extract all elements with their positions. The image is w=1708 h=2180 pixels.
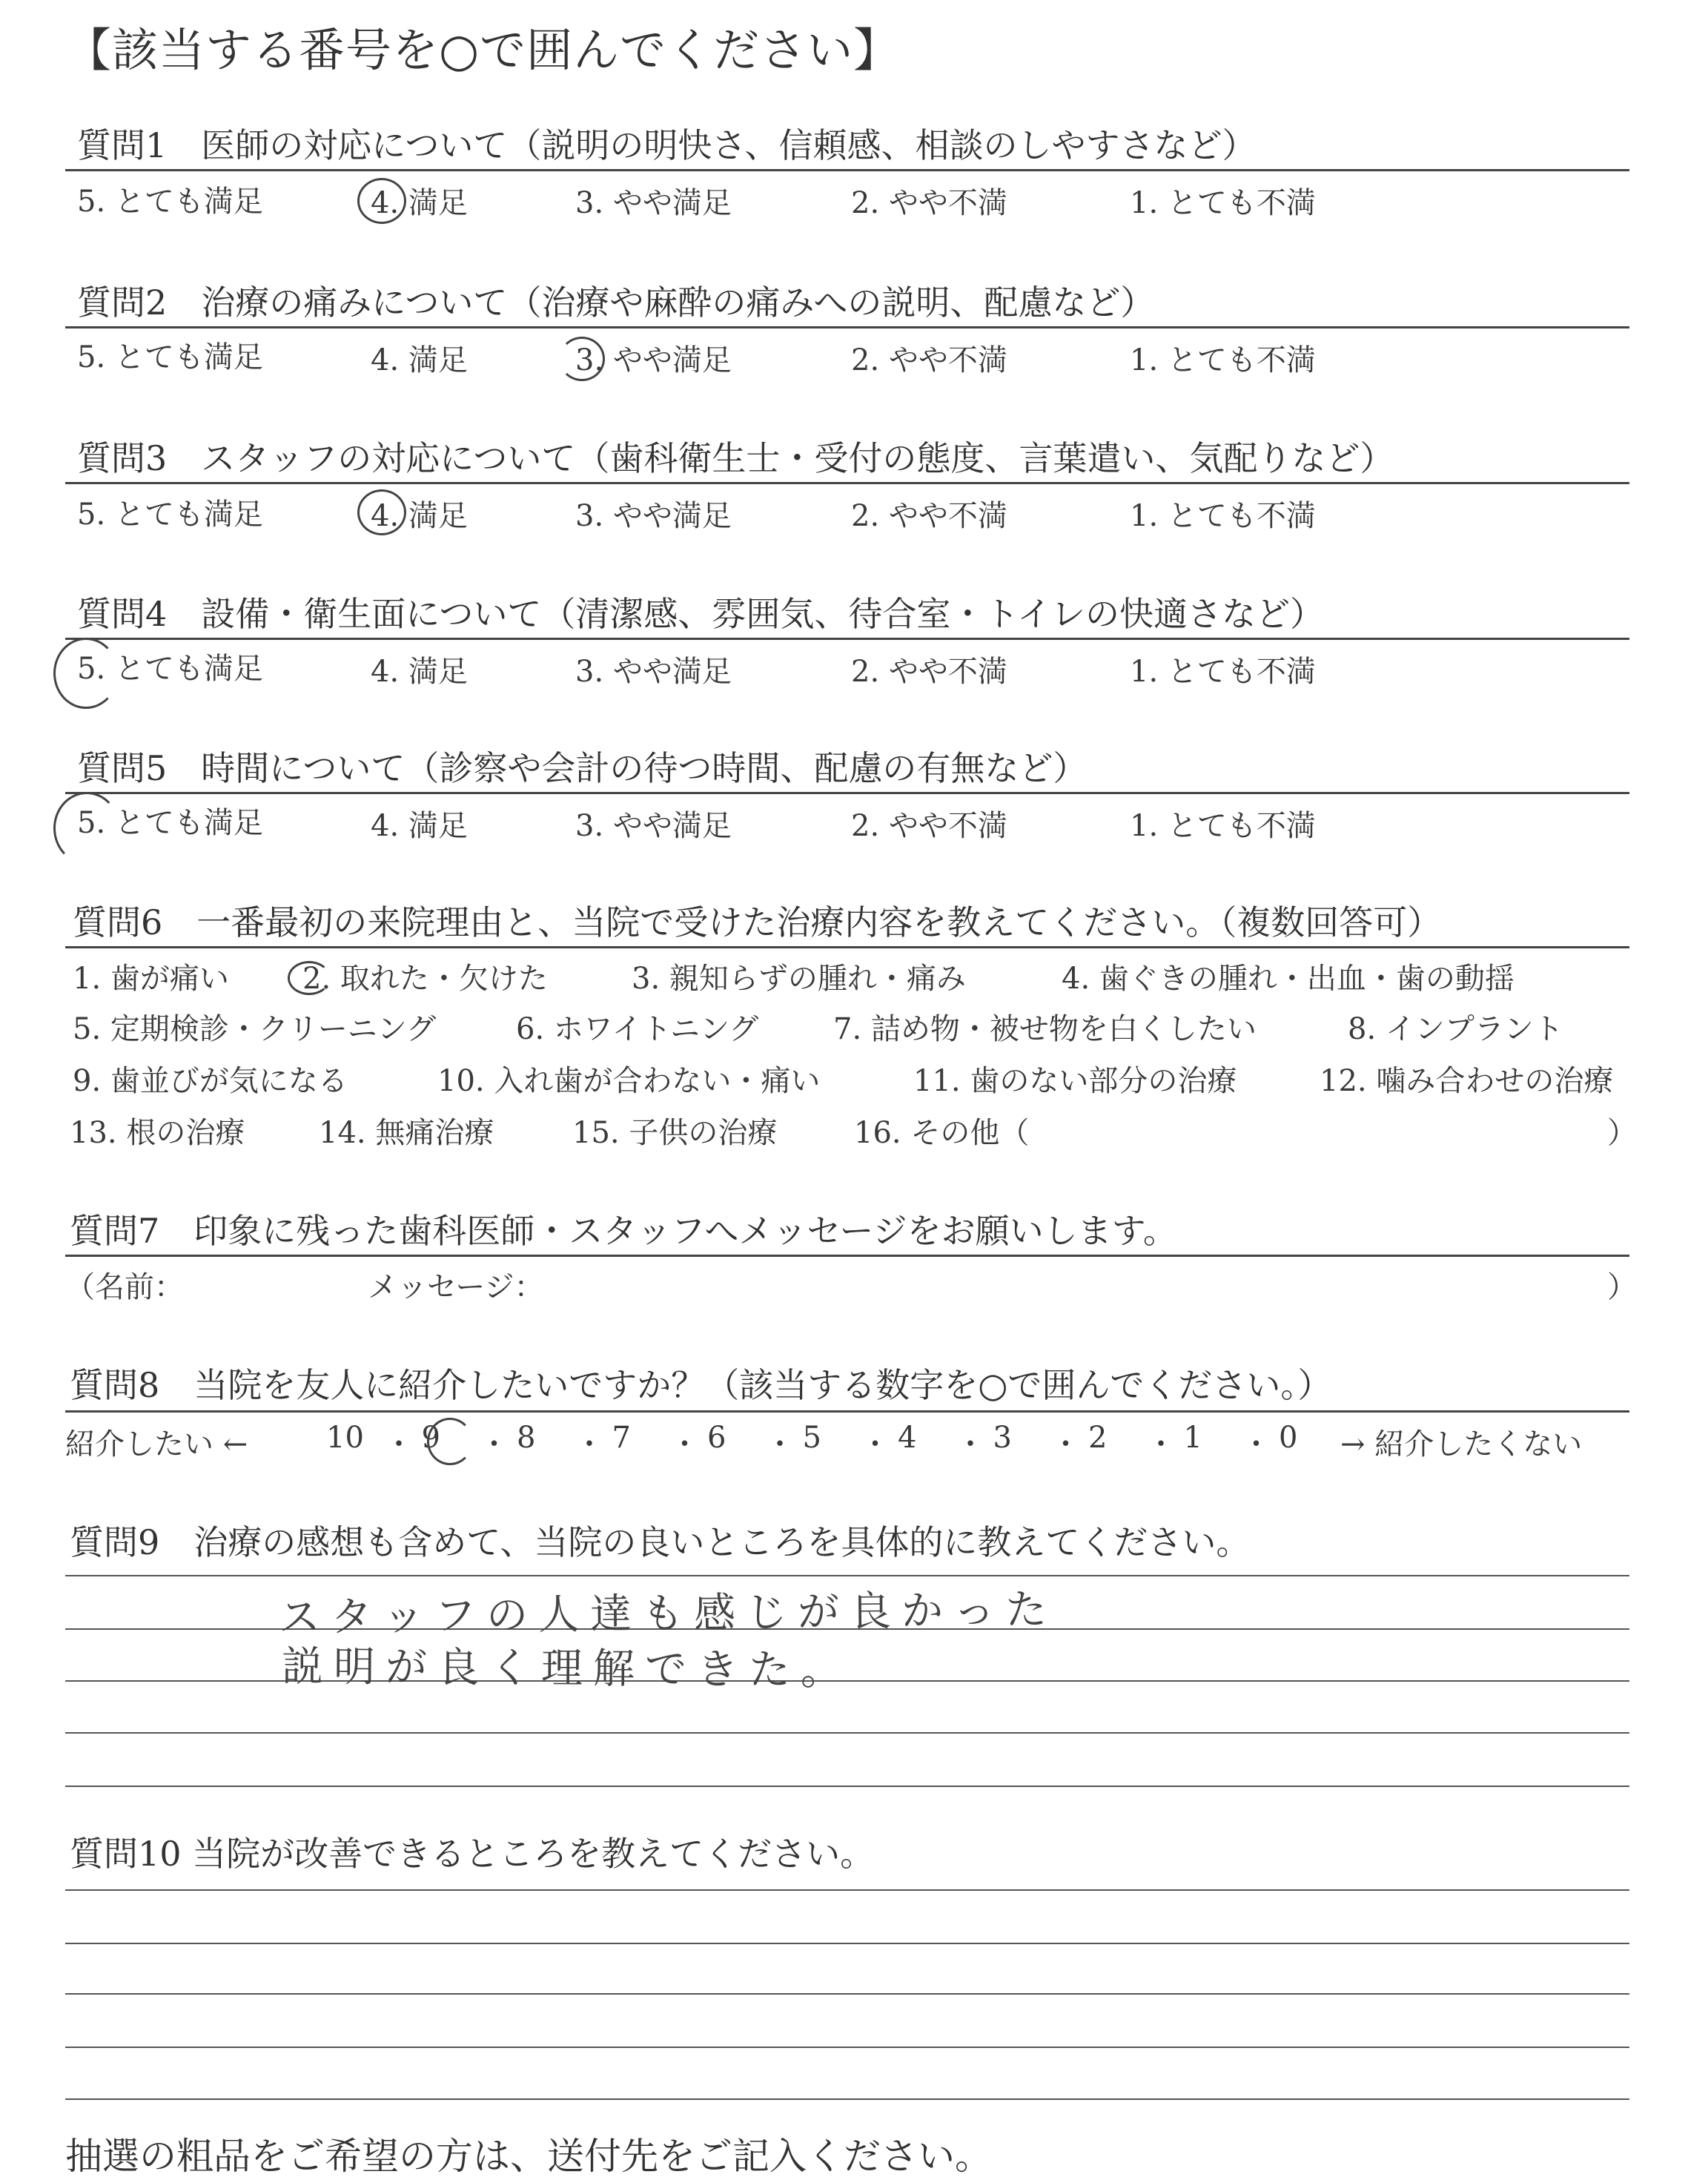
q7-message-label: メッセージ：: [368, 1270, 544, 1304]
q8-scale-2[interactable]: 2: [1088, 1421, 1108, 1455]
question-7-title: 質問7 印象に残った歯科医師・スタッフへメッセージをお願いします。: [70, 1211, 1177, 1251]
form-header: 【該当する番号を○で囲んでください】: [65, 23, 901, 77]
q8-scale-dot: ・: [575, 1427, 604, 1461]
q9-handwritten-line-2: 説明が良く理解できた。: [281, 1642, 853, 1695]
q6-option-7[interactable]: 7. 詰め物・被せ物を白くしたい: [833, 1012, 1257, 1046]
q6-option-3[interactable]: 3. 親知らずの腫れ・痛み: [632, 962, 966, 996]
q8-scale-9[interactable]: 9: [421, 1421, 440, 1455]
q8-selection-circle: [427, 1418, 473, 1465]
q5-option-2[interactable]: 2. やや不満: [851, 809, 1007, 843]
question-1-rule: [65, 169, 1629, 171]
question-3-title: 質問3 スタッフの対応について（歯科衛生士・受付の態度、言葉遣い、気配りなど）: [77, 438, 1394, 478]
footer-note: 抽選の粗品をご希望の方は、送付先をご記入ください。: [65, 2135, 992, 2178]
q8-scale-10[interactable]: 10: [326, 1421, 364, 1455]
q7-name-label: （名前：: [65, 1270, 184, 1304]
q4-selection-circle: [53, 638, 119, 709]
q3-option-3[interactable]: 3. やや満足: [575, 499, 732, 533]
q6-selection-circle: [288, 961, 331, 995]
q8-scale-7[interactable]: 7: [612, 1421, 631, 1455]
q1-option-4[interactable]: 4. 満足: [371, 186, 468, 220]
q8-scale-5[interactable]: 5: [802, 1421, 821, 1455]
q8-scale-dot: ・: [1241, 1427, 1271, 1461]
question-8-title: 質問8 当院を友人に紹介したいですか？（該当する数字を○で囲んでください。）: [70, 1365, 1332, 1405]
q8-scale-dot: ・: [669, 1427, 700, 1461]
question-3-rule: [65, 482, 1629, 484]
q8-scale-dot: ・: [384, 1427, 414, 1461]
q6-option-8[interactable]: 8. インプラント: [1348, 1012, 1563, 1046]
q5-option-3[interactable]: 3. やや満足: [575, 809, 732, 843]
q5-option-4[interactable]: 4. 満足: [371, 809, 468, 843]
q10-line-5: [65, 2098, 1629, 2100]
q8-scale-dot: ・: [956, 1427, 985, 1461]
q7-close: ）: [1607, 1270, 1637, 1304]
q8-scale-1[interactable]: 1: [1183, 1421, 1202, 1455]
q3-option-1[interactable]: 1. とても不満: [1130, 499, 1316, 533]
q6-option-6[interactable]: 6. ホワイトニング: [516, 1012, 759, 1046]
q8-scale-8[interactable]: 8: [517, 1421, 536, 1455]
q6-option-9[interactable]: 9. 歯並びが気になる: [73, 1064, 348, 1098]
question-9-title: 質問9 治療の感想も含めて、当院の良いところを具体的に教えてください。: [70, 1522, 1251, 1562]
q1-option-3[interactable]: 3. やや満足: [575, 186, 732, 220]
q8-scale-dot: ・: [479, 1427, 509, 1461]
q8-scale-dot: ・: [860, 1427, 890, 1461]
q2-option-2[interactable]: 2. やや不満: [851, 343, 1007, 377]
question-2-rule: [65, 326, 1629, 328]
q10-line-2: [65, 1943, 1629, 1944]
q1-option-1[interactable]: 1. とても不満: [1130, 186, 1316, 220]
q9-line-5: [65, 1786, 1629, 1787]
q1-selection-circle: [357, 178, 406, 224]
q1-option-2[interactable]: 2. やや不満: [851, 186, 1007, 220]
q5-option-1[interactable]: 1. とても不満: [1130, 809, 1316, 843]
question-7-rule: [65, 1255, 1629, 1257]
question-2-title: 質問2 治療の痛みについて（治療や麻酔の痛みへの説明、配慮など）: [77, 283, 1155, 323]
question-5-title: 質問5 時間について（診察や会計の待つ時間、配慮の有無など）: [77, 748, 1088, 788]
question-4-rule: [65, 638, 1629, 640]
q6-other-close: ）: [1607, 1116, 1637, 1150]
q5-option-5[interactable]: 5. とても満足: [77, 806, 263, 840]
q6-option-5[interactable]: 5. 定期検診・クリーニング: [73, 1012, 437, 1046]
q8-right-label: → 紹介したくない: [1340, 1427, 1583, 1461]
q9-line-1: [65, 1575, 1629, 1576]
question-4-title: 質問4 設備・衛生面について（清潔感、雰囲気、待合室・トイレの快適さなど）: [77, 594, 1325, 634]
q4-option-1[interactable]: 1. とても不満: [1130, 655, 1316, 689]
q2-option-5[interactable]: 5. とても満足: [77, 340, 263, 374]
q3-option-5[interactable]: 5. とても満足: [77, 498, 263, 532]
q6-option-14[interactable]: 14. 無痛治療: [319, 1116, 494, 1150]
q8-scale-4[interactable]: 4: [898, 1421, 917, 1455]
q9-line-4: [65, 1732, 1629, 1734]
q8-scale-dot: ・: [1050, 1427, 1081, 1461]
q8-scale-6[interactable]: 6: [707, 1421, 726, 1455]
q2-option-3[interactable]: 3. やや満足: [575, 343, 732, 377]
q6-option-13[interactable]: 13. 根の治療: [70, 1116, 245, 1150]
q6-option-1[interactable]: 1. 歯が痛い: [73, 962, 229, 996]
q8-left-label: 紹介したい ←: [65, 1427, 248, 1461]
q1-option-5[interactable]: 5. とても満足: [77, 185, 263, 219]
question-6-rule: [65, 946, 1629, 948]
q8-scale-3[interactable]: 3: [993, 1421, 1012, 1455]
q3-option-2[interactable]: 2. やや不満: [851, 499, 1007, 533]
q4-option-4[interactable]: 4. 満足: [371, 655, 468, 689]
q4-option-3[interactable]: 3. やや満足: [575, 655, 732, 689]
q3-selection-circle: [357, 489, 406, 535]
q6-option-15[interactable]: 15. 子供の治療: [572, 1116, 778, 1150]
question-6-title: 質問6 一番最初の来院理由と、当院で受けた治療内容を教えてください。（複数回答可）: [73, 902, 1442, 942]
q4-option-5[interactable]: 5. とても満足: [77, 652, 263, 686]
q8-scale-dot: ・: [1146, 1427, 1176, 1461]
q8-scale-0[interactable]: 0: [1279, 1421, 1298, 1455]
q3-option-4[interactable]: 4. 満足: [371, 499, 468, 533]
q2-option-1[interactable]: 1. とても不満: [1130, 343, 1316, 377]
q10-line-1: [65, 1889, 1629, 1891]
q6-option-4[interactable]: 4. 歯ぐきの腫れ・出血・歯の動揺: [1062, 962, 1515, 996]
q8-scale-dot: ・: [765, 1427, 795, 1461]
q6-option-2[interactable]: 2. 取れた・欠けた: [302, 962, 548, 996]
q10-line-4: [65, 2047, 1629, 2048]
q9-handwritten-line-1: スタッフの人達も感じが良かった: [278, 1585, 1058, 1642]
q5-selection-circle: [53, 792, 120, 865]
question-8-rule: [65, 1410, 1629, 1413]
q6-option-16[interactable]: 16. その他（: [854, 1116, 1030, 1150]
question-5-rule: [65, 792, 1629, 794]
question-10-title: 質問10 当院が改善できるところを教えてください。: [70, 1834, 875, 1874]
q2-selection-circle: [559, 337, 605, 381]
q4-option-2[interactable]: 2. やや不満: [851, 655, 1007, 689]
q6-option-12[interactable]: 12. 噛み合わせの治療: [1320, 1064, 1614, 1098]
q6-option-11[interactable]: 11. 歯のない部分の治療: [913, 1064, 1237, 1098]
q6-option-10[interactable]: 10. 入れ歯が合わない・痛い: [437, 1064, 821, 1098]
question-1-title: 質問1 医師の対応について（説明の明快さ、信頼感、相談のしやすさなど）: [77, 125, 1257, 165]
q10-line-3: [65, 1993, 1629, 1995]
q2-option-4[interactable]: 4. 満足: [371, 343, 468, 377]
